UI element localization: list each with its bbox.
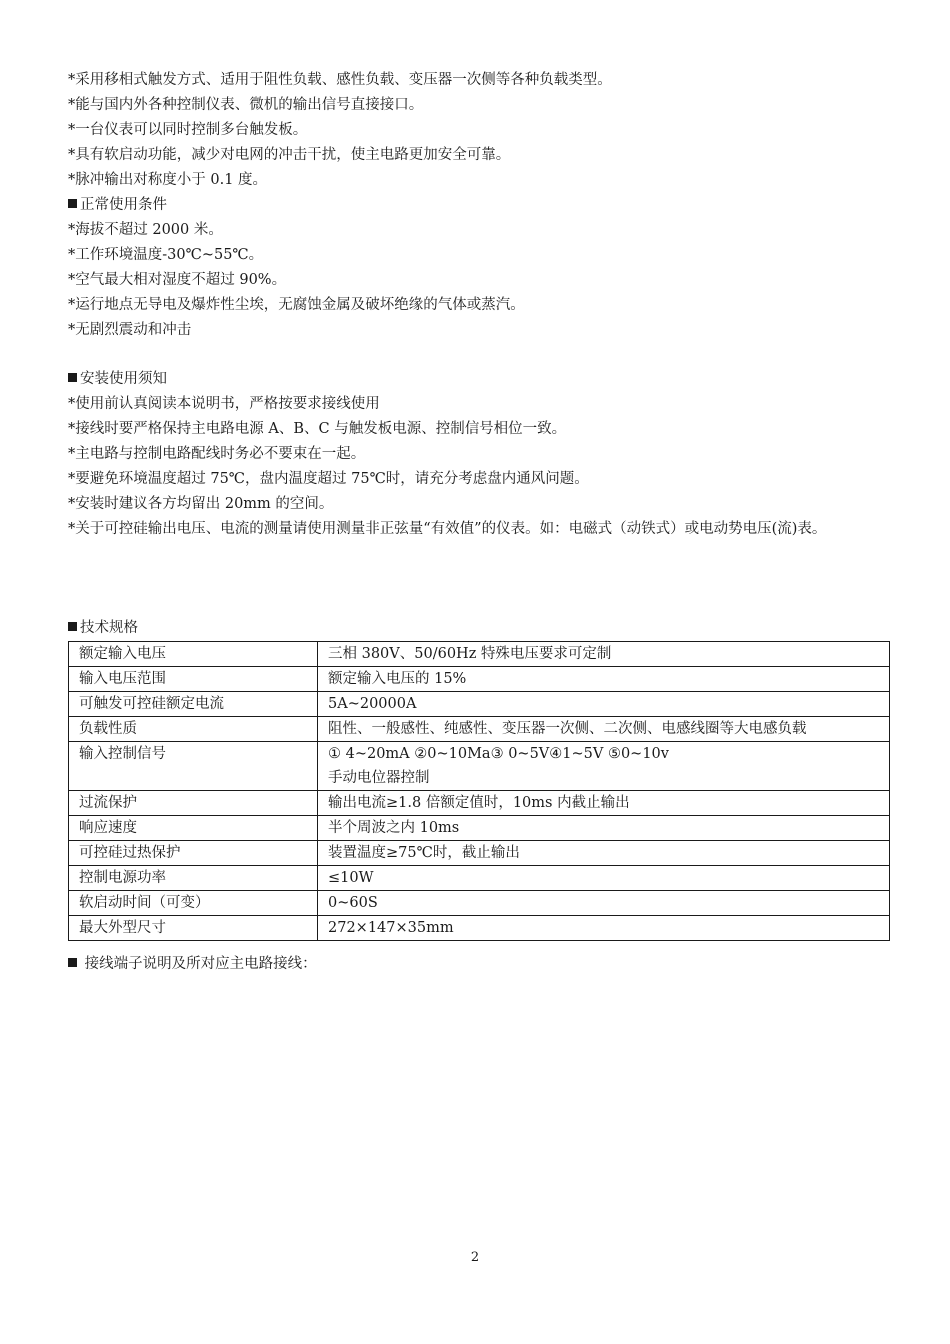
spec-value: 三相 380V、50/60Hz 特殊电压要求可定制 <box>318 642 890 667</box>
spec-key: 可触发可控硅额定电流 <box>69 692 318 717</box>
spec-key: 软启动时间（可变） <box>69 891 318 916</box>
square-bullet-icon <box>68 199 77 208</box>
feature-item: *具有软启动功能，减少对电网的冲击干扰，使主电路更加安全可靠。 <box>68 147 511 163</box>
install-item: *关于可控硅输出电压、电流的测量请使用测量非正弦量“有效值”的仪表。如：电磁式（动铁式）或电动势电压(流)表。 <box>68 521 827 537</box>
spec-key: 响应速度 <box>69 816 318 841</box>
spec-value: 272×147×35mm <box>318 916 890 941</box>
spec-key: 过流保护 <box>69 791 318 816</box>
install-item: *要避免环境温度超过 75℃，盘内温度超过 75℃时，请充分考虑盘内通风问题。 <box>68 471 589 487</box>
table-row <box>69 642 890 667</box>
install-item: *安装时建议各方均留出 20mm 的空间。 <box>68 496 334 512</box>
spec-value: 5A~20000A <box>318 692 890 717</box>
feature-item: *脉冲输出对称度小于 0.1 度。 <box>68 172 268 188</box>
table-row <box>69 891 890 916</box>
spec-value-line: ① 4~20mA ②0~10Ma③ 0~5V④1~5V ⑤0~10v <box>328 746 669 762</box>
feature-item: *采用移相式触发方式、适用于阻性负载、感性负载、变压器一次侧等各种负载类型。 <box>68 72 612 88</box>
table-row <box>69 717 890 742</box>
conditions-heading: 正常使用条件 <box>68 193 888 218</box>
install-item: *使用前认真阅读本说明书，严格按要求接线使用 <box>68 396 380 412</box>
square-bullet-icon <box>68 373 77 382</box>
spec-value: 0~60S <box>318 891 890 916</box>
table-row <box>69 816 890 841</box>
condition-item: *工作环境温度-30℃~55℃。 <box>68 247 264 263</box>
spec-value-line: 手动电位器控制 <box>328 770 430 786</box>
spec-value: 半个周波之内 10ms <box>318 816 890 841</box>
table-row <box>69 791 890 816</box>
table-row <box>69 841 890 866</box>
spec-key: 控制电源功率 <box>69 866 318 891</box>
condition-item: *海拔不超过 2000 米。 <box>68 222 223 238</box>
table-row <box>69 692 890 717</box>
condition-item: *运行地点无导电及爆炸性尘埃，无腐蚀金属及破坏绝缘的气体或蒸汽。 <box>68 297 525 313</box>
spec-value: ≤10W <box>318 866 890 891</box>
spec-value <box>318 742 890 791</box>
spec-value: 阻性、一般感性、纯感性、变压器一次侧、二次侧、电感线圈等大电感负载 <box>318 717 890 742</box>
condition-item: *空气最大相对湿度不超过 90%。 <box>68 272 287 288</box>
spec-key: 额定输入电压 <box>69 642 318 667</box>
spec-key: 最大外型尺寸 <box>69 916 318 941</box>
install-item: *接线时要严格保持主电路电源 A、B、C 与触发板电源、控制信号相位一致。 <box>68 421 567 437</box>
spec-heading: 技术规格 <box>68 616 888 641</box>
install-section <box>68 367 888 542</box>
spec-key: 可控硅过热保护 <box>69 841 318 866</box>
square-bullet-icon <box>68 622 77 631</box>
spec-value: 输出电流≥1.8 倍额定值时，10ms 内截止输出 <box>318 791 890 816</box>
spec-value: 装置温度≥75℃时，截止输出 <box>318 841 890 866</box>
wiring-heading: 接线端子说明及所对应主电路接线： <box>68 952 888 977</box>
install-heading: 安装使用须知 <box>68 367 888 392</box>
spec-key: 输入电压范围 <box>69 667 318 692</box>
features-list <box>68 68 888 343</box>
feature-item: *一台仪表可以同时控制多台触发板。 <box>68 122 308 138</box>
table-row <box>69 916 890 941</box>
feature-item: *能与国内外各种控制仪表、微机的输出信号直接接口。 <box>68 97 424 113</box>
table-row <box>69 742 890 791</box>
spec-key: 输入控制信号 <box>69 742 318 791</box>
page-number: 2 <box>470 1250 480 1265</box>
square-bullet-icon <box>68 958 77 967</box>
spec-value: 额定输入电压的 15% <box>318 667 890 692</box>
table-row <box>69 667 890 692</box>
condition-item: *无剧烈震动和冲击 <box>68 322 192 338</box>
table-row <box>69 866 890 891</box>
spec-key: 负载性质 <box>69 717 318 742</box>
spec-table <box>68 641 890 941</box>
install-item: *主电路与控制电路配线时务必不要束在一起。 <box>68 446 366 462</box>
